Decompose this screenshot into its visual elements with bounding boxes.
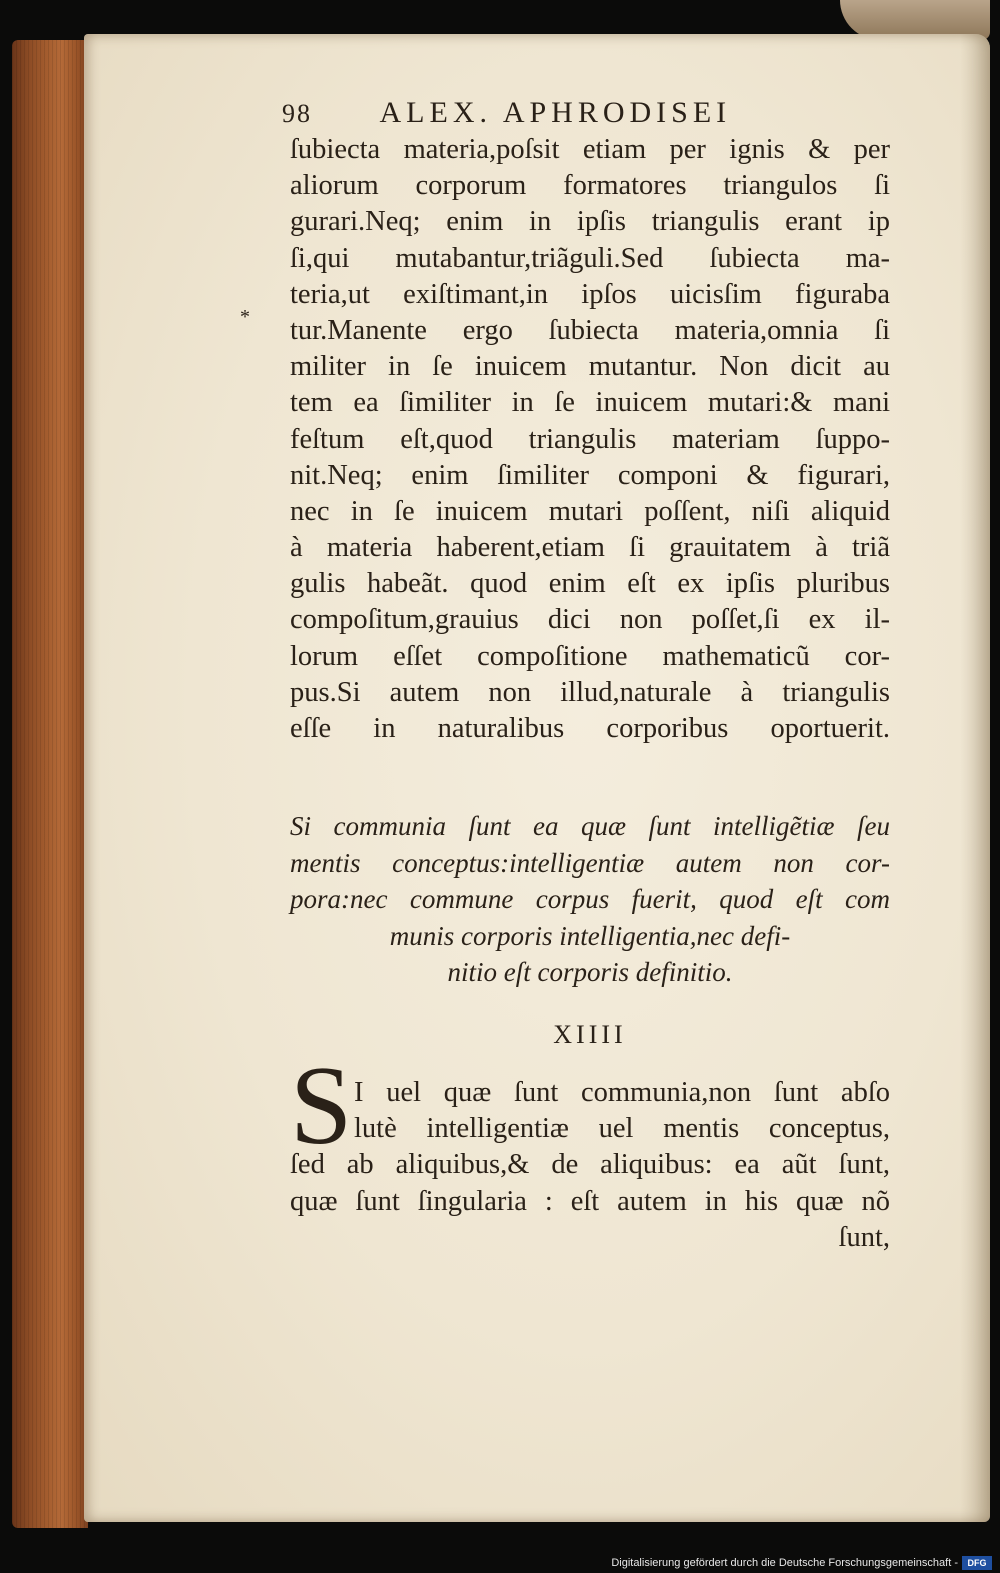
text-line: nec in ſe inuicem mutari poſſent, niſi aliquid — [290, 495, 890, 527]
text-line: gulis habeãt. quod enim eſt ex ipſis pluribus — [290, 568, 890, 600]
heading-line: munis corporis intelligentia,nec defi- — [389, 920, 791, 951]
text-line: feſtum eſt,quod triangulis materiam ſuppo- — [290, 423, 890, 455]
margin-mark: * — [240, 306, 250, 328]
text-line: I uel quæ ſunt communia,non ſunt abſo — [354, 1077, 890, 1108]
text-line: tur.Manente ergo ſubiecta materia,omnia ſi — [290, 314, 890, 346]
body-text — [290, 132, 890, 747]
text-line: ſed ab aliquibus,& de aliquibus: ea aũt ſunt, — [290, 1149, 890, 1181]
text-line: à materia haberent,etiam ſi grauitatem à triã — [290, 532, 890, 564]
catchword: ſunt, — [838, 1221, 890, 1253]
text-line: ſubiecta materia,poſsit etiam per ignis & per — [290, 134, 890, 165]
page-number: 98 — [282, 99, 312, 128]
page-gutter-shadow — [960, 34, 990, 1522]
text-line: lutè intelligentiæ uel mentis conceptus, — [354, 1113, 890, 1145]
text-line: pus.Si autem non illud,naturale à triangulis — [290, 676, 890, 708]
text-line: nit.Neq; enim ſimiliter componi & figurari, — [290, 459, 890, 491]
text-line: militer in ſe inuicem mutantur. Non dicit au — [290, 351, 890, 383]
text-line: gurari.Neq; enim in ipſis triangulis erant ip — [290, 206, 890, 238]
text-line: aliorum corporum formatores triangulos ſi — [290, 170, 890, 202]
text-line: tem ea ſimiliter in ſe inuicem mutari:& mani — [290, 387, 890, 419]
heading-line: Si communia ſunt ea quæ ſunt intelligẽtiæ ſeu — [290, 811, 890, 841]
text-line: compoſitum,grauius dici non poſſet,ſi ex il- — [290, 604, 890, 636]
final-paragraph — [290, 1075, 890, 1256]
heading-line: mentis conceptus:intelligentiæ autem non cor- — [290, 847, 890, 878]
running-title: ALEX. APHRODISEI — [379, 96, 732, 129]
proposition-heading — [290, 808, 890, 991]
book-edge — [12, 40, 88, 1528]
text-line: ſi,qui mutabantur,triãguli.Sed ſubiecta ma- — [290, 242, 890, 274]
running-head — [282, 96, 882, 136]
heading-line: nitio eſt corporis definitio. — [447, 957, 733, 987]
drop-cap-initial: S — [290, 1044, 353, 1168]
text-line: lorum eſſet compoſitione mathematicũ cor- — [290, 640, 890, 672]
digitization-credit: Digitalisierung gefördert durch die Deutsche Forschungsgemeinschaft - — [611, 1557, 958, 1569]
text-line: eſſe in naturalibus corporibus oportuerit. — [290, 713, 890, 744]
text-line: quæ ſunt ſingularia : eſt autem in his quæ nõ — [290, 1185, 890, 1217]
section-number: XIIII — [553, 1020, 627, 1049]
text-line: teria,ut exiſtimant,in ipſos uicisſim figuraba — [290, 278, 890, 310]
heading-line: pora:nec commune corpus fuerit, quod eſt com — [290, 884, 890, 914]
dfg-logo: DFG — [962, 1556, 992, 1570]
